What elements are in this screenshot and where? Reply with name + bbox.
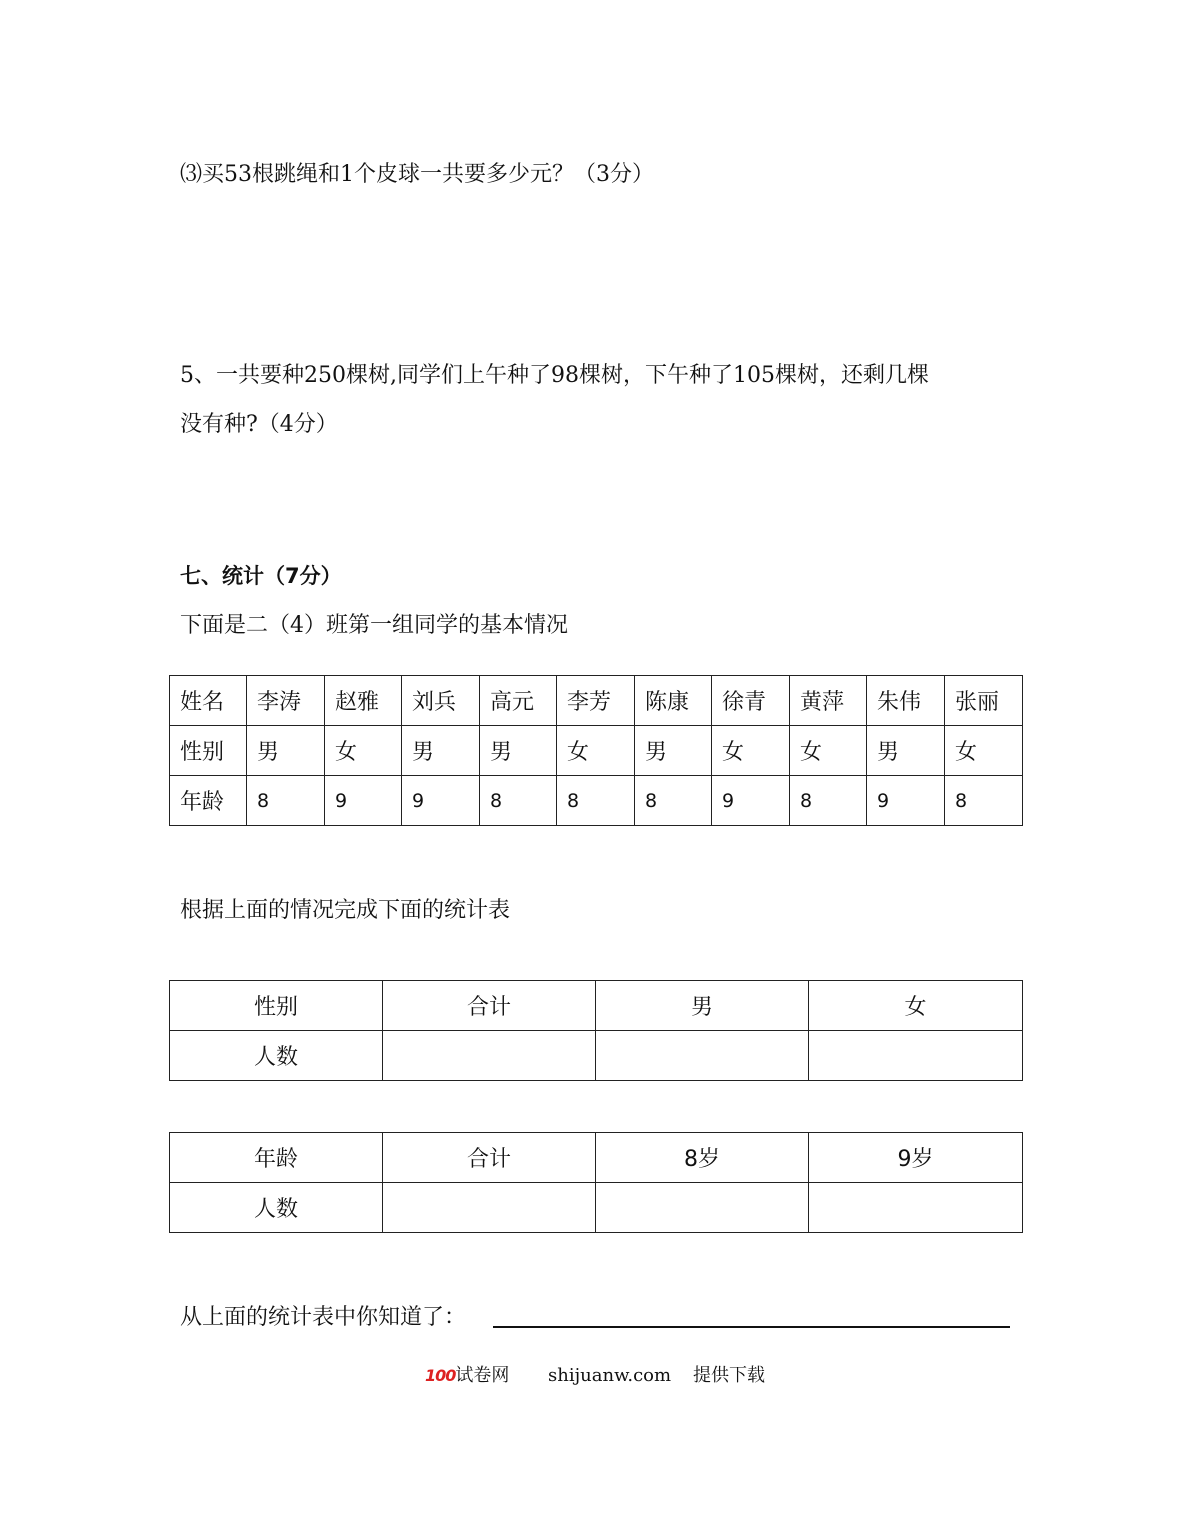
age-cell: 8 (480, 776, 557, 826)
age-cell: 8 (790, 776, 867, 826)
gender-cell: 女 (557, 726, 635, 776)
name-cell: 朱伟 (867, 676, 945, 726)
gender-label: 性别 (170, 726, 247, 776)
gender-stat-table (169, 980, 1023, 1081)
gender-cell: 男 (402, 726, 480, 776)
name-cell: 黄萍 (790, 676, 867, 726)
conclusion-prompt: 从上面的统计表中你知道了： (180, 1305, 467, 1330)
age-cell: 8 (945, 776, 1023, 826)
student-info-table (169, 675, 1023, 826)
age-stat-label: 年龄 (170, 1133, 383, 1183)
age-8-header: 8岁 (596, 1133, 809, 1183)
age-cell: 8 (635, 776, 712, 826)
total-count-input[interactable] (383, 1031, 596, 1081)
name-row (170, 676, 1023, 726)
site-logo: 100 (425, 1366, 456, 1385)
gender-cell: 男 (247, 726, 325, 776)
total-header: 合计 (383, 1133, 596, 1183)
count-label: 人数 (170, 1183, 383, 1233)
question-5-line1: 5、一共要种250棵树,同学们上午种了98棵树，下午种了105棵树，还剩几棵 (180, 363, 929, 388)
male-count-input[interactable] (596, 1031, 809, 1081)
gender-cell: 男 (480, 726, 557, 776)
gender-stat-header (170, 981, 1023, 1031)
male-header: 男 (596, 981, 809, 1031)
footer-brand (425, 1364, 509, 1388)
age-9-header: 9岁 (809, 1133, 1023, 1183)
gender-cell: 女 (712, 726, 790, 776)
gender-stat-label: 性别 (170, 981, 383, 1031)
age-9-count-input[interactable] (809, 1183, 1023, 1233)
age-row (170, 776, 1023, 826)
name-cell: 李芳 (557, 676, 635, 726)
question-5-line2: 没有种?（4分） (180, 412, 338, 437)
female-header: 女 (809, 981, 1023, 1031)
name-cell: 张丽 (945, 676, 1023, 726)
age-cell: 9 (402, 776, 480, 826)
name-cell: 李涛 (247, 676, 325, 726)
answer-line[interactable] (493, 1326, 1010, 1328)
age-label: 年龄 (170, 776, 247, 826)
total-header: 合计 (383, 981, 596, 1031)
footer-note: 提供下载 (693, 1365, 765, 1386)
age-cell: 9 (712, 776, 790, 826)
name-cell: 赵雅 (325, 676, 402, 726)
age-cell: 8 (247, 776, 325, 826)
age-8-count-input[interactable] (596, 1183, 809, 1233)
name-cell: 高元 (480, 676, 557, 726)
footer-url[interactable]: shijuanw.com (548, 1365, 672, 1386)
section-7-title: 七、统计（7分） (180, 564, 342, 588)
name-cell: 刘兵 (402, 676, 480, 726)
question-3: ⑶买53根跳绳和1个皮球一共要多少元？（3分） (180, 162, 654, 187)
gender-cell: 女 (945, 726, 1023, 776)
gender-cell: 女 (790, 726, 867, 776)
count-label: 人数 (170, 1031, 383, 1081)
name-cell: 徐青 (712, 676, 790, 726)
age-cell: 8 (557, 776, 635, 826)
name-label: 姓名 (170, 676, 247, 726)
name-cell: 陈康 (635, 676, 712, 726)
age-stat-table (169, 1132, 1023, 1233)
age-stat-header (170, 1133, 1023, 1183)
total-count-input[interactable] (383, 1183, 596, 1233)
site-name: 试卷网 (455, 1365, 510, 1386)
instruction-text: 根据上面的情况完成下面的统计表 (180, 898, 511, 923)
section-7-intro: 下面是二（4）班第一组同学的基本情况 (180, 613, 568, 638)
age-stat-count-row (170, 1183, 1023, 1233)
gender-cell: 男 (867, 726, 945, 776)
gender-stat-count-row (170, 1031, 1023, 1081)
gender-row (170, 726, 1023, 776)
age-cell: 9 (867, 776, 945, 826)
female-count-input[interactable] (809, 1031, 1023, 1081)
gender-cell: 女 (325, 726, 402, 776)
age-cell: 9 (325, 776, 402, 826)
gender-cell: 男 (635, 726, 712, 776)
